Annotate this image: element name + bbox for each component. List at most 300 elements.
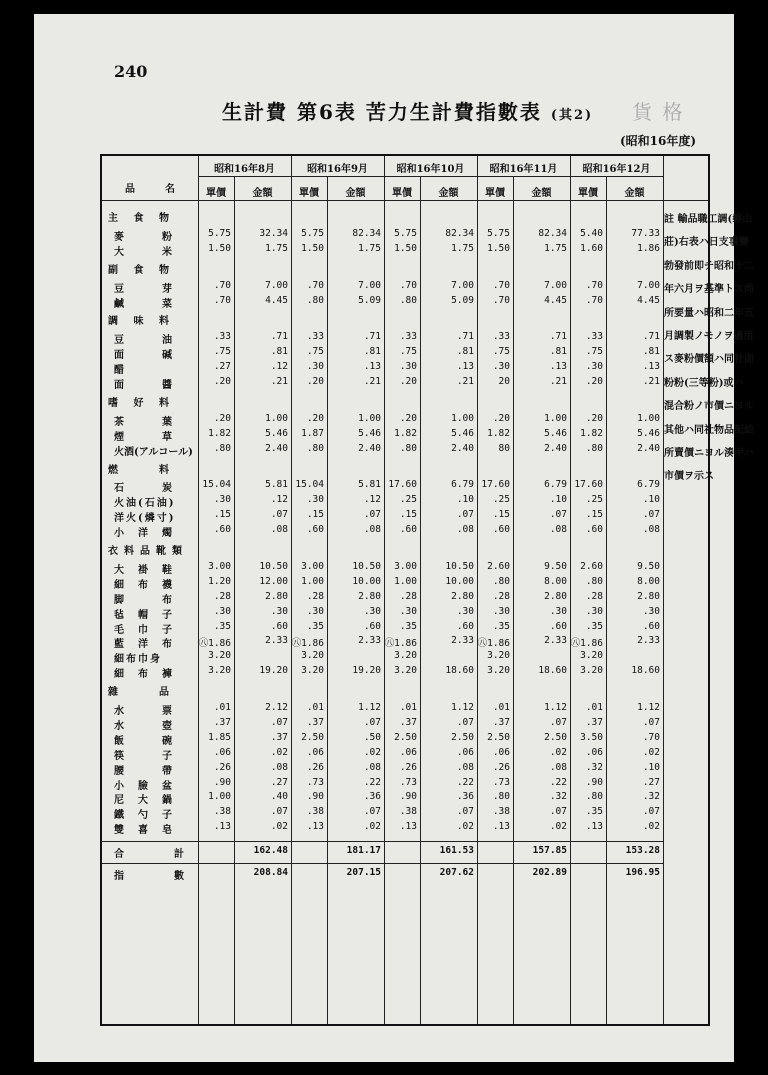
amount-cell: 2.33 [358, 635, 381, 647]
table-row [102, 376, 708, 390]
unit-price-cell: .80 [585, 575, 603, 587]
amount-cell: 18.60 [445, 665, 474, 677]
amount-cell: .60 [270, 620, 288, 632]
amount-cell: .22 [549, 776, 567, 788]
amount-cell: .07 [549, 716, 567, 728]
unit-price-cell: 3.00 [394, 560, 417, 572]
unit-price-cell: 3.20 [208, 665, 231, 677]
amount-cell: 7.00 [358, 279, 381, 291]
unit-price-cell: .26 [399, 761, 417, 773]
table-row [102, 777, 708, 791]
amount-cell: .13 [642, 361, 660, 373]
unit-price-cell: ㊇1.86 [291, 638, 324, 650]
amount-cell: 1.75 [265, 242, 288, 254]
amount-cell: 10.50 [259, 560, 288, 572]
amount-cell: 7.00 [637, 279, 660, 291]
unit-price-cell: .15 [306, 509, 324, 521]
amount-cell: 4.45 [637, 294, 660, 306]
unit-price-cell: .20 [585, 412, 603, 424]
category-row [102, 461, 708, 475]
amount-cell: .30 [456, 605, 474, 617]
amount-cell: .21 [270, 376, 288, 387]
unit-price-cell: .30 [399, 361, 417, 373]
amount-cell: .07 [549, 806, 567, 818]
amount-cell: .60 [549, 620, 567, 632]
amount-cell: 181.17 [346, 845, 381, 856]
amount-cell: 207.15 [346, 867, 381, 879]
year-note: (昭和16年度) [619, 134, 696, 148]
amount-cell: .30 [270, 605, 288, 617]
item-name: 豆 油 [114, 335, 174, 347]
unit-price-cell: .35 [585, 806, 603, 818]
item-name: 鹹 菜 [114, 298, 174, 310]
unit-price-cell: 3.00 [301, 560, 324, 572]
amount-cell: 157.85 [532, 845, 567, 856]
unit-price-cell: 1.50 [208, 242, 231, 254]
unit-price-cell: .37 [213, 716, 231, 728]
unit-price-cell: .35 [213, 620, 231, 632]
amount-cell: 2.40 [637, 442, 660, 454]
unit-price-cell: .60 [585, 524, 603, 536]
unit-price-cell: 1.50 [394, 242, 417, 254]
unit-price-cell: .25 [399, 494, 417, 506]
remark-line: 所要量ハ昭和二年五 [664, 307, 754, 319]
unit-price-cell: .73 [306, 776, 324, 788]
amount-cell: .08 [270, 761, 288, 773]
amount-cell: .02 [549, 821, 567, 833]
amount-cell: .10 [642, 761, 660, 773]
unit-price-cell: .38 [492, 806, 510, 818]
amount-cell: 5.46 [451, 427, 474, 439]
amount-cell: 18.60 [538, 665, 567, 677]
unit-price-cell: 15.04 [295, 479, 324, 491]
amount-cell: 1.75 [544, 242, 567, 254]
unit-price-cell: .30 [213, 494, 231, 506]
amount-cell: .07 [456, 716, 474, 728]
unit-price-cell: 17.60 [388, 479, 417, 491]
header-line [102, 200, 708, 201]
item-name: 水 壺 [114, 720, 174, 732]
amount-cell: .02 [363, 821, 381, 833]
unit-price-cell: 1.00 [394, 575, 417, 587]
item-name: 茶 葉 [114, 416, 174, 428]
table-row [102, 821, 708, 835]
unit-price-cell: .35 [585, 620, 603, 632]
amount-cell: 202.89 [532, 867, 567, 879]
amount-cell: .07 [270, 509, 288, 521]
amount-cell: 2.80 [265, 590, 288, 602]
amount-cell: 19.20 [259, 665, 288, 677]
unit-price-cell: .33 [492, 331, 510, 343]
amount-cell: 207.62 [439, 867, 474, 879]
table-row [102, 635, 708, 649]
table-row [102, 591, 708, 605]
total-line [102, 841, 663, 842]
item-name: 火酒(アルコール) [114, 446, 193, 458]
item-name: 合 計 [114, 849, 186, 860]
amount-cell: .81 [549, 346, 567, 358]
unit-price-cell: .80 [306, 294, 324, 306]
amount-cell: .07 [456, 806, 474, 818]
item-name: 腰 帶 [114, 765, 174, 777]
unit-price-cell: .33 [213, 331, 231, 343]
amount-cell: 2.40 [451, 442, 474, 454]
unit-price-cell: .06 [585, 746, 603, 758]
unit-price-cell: 1.50 [301, 242, 324, 254]
amount-cell: .07 [642, 716, 660, 728]
category-row [102, 261, 708, 275]
unit-price-cell: ㊇1.86 [570, 638, 603, 650]
amount-cell: 7.00 [544, 279, 567, 291]
unit-price-cell: .37 [492, 716, 510, 728]
item-name: 豆 芽 [114, 283, 174, 295]
unit-price-cell: 15.04 [202, 479, 231, 491]
unit-price-cell: .30 [399, 605, 417, 617]
amount-cell: 82.34 [352, 227, 381, 239]
amount-cell: .71 [456, 331, 474, 343]
amount-cell: 1.86 [637, 242, 660, 254]
remark-line: 其他ハ同社物品配給 [664, 424, 754, 436]
unit-price-cell: .15 [492, 509, 510, 521]
amount-cell: 5.09 [358, 294, 381, 306]
item-name: 大 米 [114, 246, 174, 258]
table-row [102, 413, 708, 427]
total-row [102, 845, 708, 859]
unit-price-cell: .13 [492, 821, 510, 833]
unit-price-cell: 2.60 [580, 560, 603, 572]
unit-price-cell: .13 [306, 821, 324, 833]
unit-price-cell: 1.85 [208, 731, 231, 743]
unit-price-cell: .20 [213, 412, 231, 424]
unit-price-cell: .70 [585, 279, 603, 291]
table-row [102, 346, 708, 360]
unit-price-cell: .20 [306, 376, 324, 387]
item-name: 毛 巾 子 [114, 624, 174, 636]
unit-price-cell: .60 [399, 524, 417, 536]
amount-cell: .07 [363, 509, 381, 521]
unit-price-cell: .28 [306, 590, 324, 602]
amount-cell: 1.12 [451, 702, 474, 713]
table-row [102, 606, 708, 620]
amount-cell: .21 [456, 376, 474, 387]
unit-price-cell: .15 [585, 509, 603, 521]
amount-cell: .12 [363, 494, 381, 506]
unit-price-cell: .75 [399, 346, 417, 358]
amount-cell: .02 [270, 746, 288, 758]
unit-price-cell: .01 [492, 702, 510, 713]
unit-price-cell: 2.60 [487, 560, 510, 572]
period-header: 昭和16年11月 [489, 164, 558, 175]
amount-cell: .07 [549, 509, 567, 521]
amount-cell: 7.00 [265, 279, 288, 291]
unit-price-cell: 80 [498, 442, 510, 454]
amount-cell: .60 [642, 620, 660, 632]
amount-cell: 2.80 [637, 590, 660, 602]
table-row [102, 747, 708, 761]
amount-cell: .07 [642, 806, 660, 818]
unit-price-cell: .01 [585, 702, 603, 713]
amount-cell: 77.33 [631, 227, 660, 239]
unit-price-cell: .13 [213, 821, 231, 833]
amount-cell: .81 [456, 346, 474, 358]
unit-price-cell: 3.50 [580, 731, 603, 743]
unit-price-cell: 3.20 [487, 650, 510, 662]
category-row [102, 209, 708, 223]
unit-price-cell: 1.60 [580, 242, 603, 254]
amount-cell: 1.75 [451, 242, 474, 254]
period-header: 昭和16年9月 [307, 164, 368, 175]
item-name: 細布巾身 [114, 654, 162, 666]
category-row [102, 542, 708, 556]
unit-price-cell: .28 [399, 590, 417, 602]
unit-price-cell: .30 [585, 605, 603, 617]
amount-cell: 2.33 [544, 635, 567, 647]
amount-cell: 1.12 [358, 702, 381, 713]
amount-cell: .22 [363, 776, 381, 788]
table-row [102, 621, 708, 635]
amount-cell: .02 [642, 821, 660, 833]
amount-cell: 5.46 [637, 427, 660, 439]
item-name: 鐵 勺 子 [114, 810, 174, 822]
amount-cell: 5.46 [265, 427, 288, 439]
unit-price-cell: .90 [213, 776, 231, 788]
amount-cell: 5.46 [358, 427, 381, 439]
period-header: 昭和16年8月 [214, 164, 275, 175]
category-label: 雜 品 [108, 687, 175, 699]
unit-price-cell: 1.82 [487, 427, 510, 439]
unit-price-cell: .75 [306, 346, 324, 358]
unit-price-cell: .75 [585, 346, 603, 358]
amount-cell: 1.00 [265, 412, 288, 424]
remark-line: ス麥粉價額ハ同社面 [664, 354, 754, 366]
amount-cell: 5.81 [358, 479, 381, 491]
amount-cell: 19.20 [352, 665, 381, 677]
amount-cell: 2.50 [544, 731, 567, 743]
amount-cell: .08 [270, 524, 288, 536]
unit-price-cell: .70 [306, 279, 324, 291]
unit-price-cell: 2.50 [487, 731, 510, 743]
category-label: 副 食 物 [108, 264, 175, 276]
amount-cell: .08 [363, 524, 381, 536]
amount-cell: .07 [270, 716, 288, 728]
unit-price-cell: .80 [492, 575, 510, 587]
amount-cell: 2.40 [358, 442, 381, 454]
unit-price-cell: 3.20 [394, 650, 417, 662]
table-row [102, 509, 708, 523]
amount-cell: 10.50 [445, 560, 474, 572]
remarks-column [664, 208, 754, 489]
amount-cell: 5.81 [265, 479, 288, 491]
amount-cell: .71 [363, 331, 381, 343]
unit-price-cell: .27 [213, 361, 231, 373]
unit-price-cell: .37 [306, 716, 324, 728]
unit-price-cell: .28 [585, 590, 603, 602]
amount-cell: 82.34 [538, 227, 567, 239]
total-row [102, 867, 708, 881]
amount-cell: 1.00 [358, 412, 381, 424]
amount-header: 金額 [531, 188, 552, 199]
amount-cell: .08 [549, 761, 567, 773]
amount-cell: .30 [363, 605, 381, 617]
item-name: 小 臉 盆 [114, 780, 174, 792]
item-name: 筷 子 [114, 750, 174, 762]
amount-cell: .81 [270, 346, 288, 358]
unit-price-cell: 5.75 [208, 227, 231, 239]
unit-price-cell: .80 [585, 791, 603, 803]
item-name: 洋火(燐寸) [114, 513, 176, 525]
category-row [102, 394, 708, 408]
table-row [102, 650, 708, 664]
amount-cell: 1.00 [451, 412, 474, 424]
item-name: 藍 洋 布 [114, 639, 174, 651]
item-name: 醋 [114, 365, 126, 377]
period-header: 昭和16年10月 [396, 164, 465, 175]
remark-line: 勃發前即チ昭和十二 [664, 260, 754, 272]
item-name: 細 布 襪 [114, 579, 174, 591]
amount-cell: .81 [363, 346, 381, 358]
amount-cell: .08 [363, 761, 381, 773]
unit-price-cell: .60 [306, 524, 324, 536]
amount-cell: 6.79 [451, 479, 474, 491]
unit-price-cell: .80 [213, 442, 231, 454]
amount-cell: 4.45 [544, 294, 567, 306]
unit-price-cell: .06 [306, 746, 324, 758]
amount-cell: 1.00 [544, 412, 567, 424]
amount-cell: 1.12 [637, 702, 660, 713]
item-name: 雙 喜 皂 [114, 825, 174, 837]
amount-cell: .60 [363, 620, 381, 632]
unit-price-cell: 1.00 [208, 791, 231, 803]
unit-price-cell: .20 [306, 412, 324, 424]
unit-price-cell: .30 [213, 605, 231, 617]
table-row [102, 295, 708, 309]
category-label: 主 食 物 [108, 213, 175, 224]
amount-cell: 196.95 [625, 867, 660, 879]
table-row [102, 494, 708, 508]
amount-cell: .27 [270, 776, 288, 788]
amount-cell: .12 [270, 361, 288, 373]
amount-cell: .50 [363, 731, 381, 743]
amount-cell: .13 [549, 361, 567, 373]
amount-cell: .22 [456, 776, 474, 788]
amount-cell: 2.33 [637, 635, 660, 647]
amount-cell: 2.50 [451, 731, 474, 743]
unit-price-cell: 1.82 [208, 427, 231, 439]
unit-price-cell: .06 [492, 746, 510, 758]
remark-line: 月調製ノモノヲ適用 [664, 331, 754, 343]
unit-price-cell: .20 [585, 376, 603, 387]
amount-cell: 2.40 [544, 442, 567, 454]
table-row [102, 576, 708, 590]
amount-cell: .30 [549, 605, 567, 617]
amount-cell: .08 [456, 761, 474, 773]
item-name: 飯 碗 [114, 735, 174, 747]
amount-cell: .10 [549, 494, 567, 506]
amount-cell: 161.53 [439, 845, 474, 856]
unit-price-cell: .38 [399, 806, 417, 818]
amount-cell: 9.50 [544, 560, 567, 572]
table-row [102, 243, 708, 257]
table-row [102, 702, 708, 716]
amount-cell: 2.33 [265, 635, 288, 647]
amount-cell: 18.60 [631, 665, 660, 677]
item-name: 大 褂 鞋 [114, 564, 174, 576]
remark-line: 莊)右表ハ日支事變 [664, 237, 749, 249]
unit-price-cell: 5.75 [301, 227, 324, 239]
unit-price-cell: 5.75 [394, 227, 417, 239]
amount-cell: .07 [270, 806, 288, 818]
unit-price-cell: .26 [492, 761, 510, 773]
unit-price-cell: .38 [306, 806, 324, 818]
unit-price-cell: 2.50 [394, 731, 417, 743]
amount-cell: .13 [456, 361, 474, 373]
amount-cell: .32 [642, 791, 660, 803]
amount-cell: 162.48 [253, 845, 288, 856]
unit-price-cell: .73 [492, 776, 510, 788]
amount-cell: .60 [456, 620, 474, 632]
unit-price-cell: .37 [585, 716, 603, 728]
unit-price-cell: .20 [213, 376, 231, 387]
amount-cell: .08 [549, 524, 567, 536]
unit-price-header: 單價 [206, 188, 226, 199]
item-name: 煙 草 [114, 431, 174, 443]
item-name: 尼 大 鍋 [114, 795, 174, 807]
amount-cell: .08 [456, 524, 474, 536]
amount-header: 金額 [345, 188, 366, 199]
amount-cell: 2.33 [451, 635, 474, 647]
table-row [102, 717, 708, 731]
unit-price-cell: 2.50 [301, 731, 324, 743]
table-row [102, 280, 708, 294]
table-row [102, 443, 708, 457]
table-row [102, 806, 708, 820]
table-row [102, 791, 708, 805]
amount-cell: 82.34 [445, 227, 474, 239]
unit-price-cell: .01 [213, 702, 231, 713]
unit-price-cell: 20 [498, 376, 510, 387]
unit-price-cell: 17.60 [574, 479, 603, 491]
amount-cell: .30 [642, 605, 660, 617]
amount-cell: .07 [642, 509, 660, 521]
amount-cell: .40 [270, 791, 288, 803]
amount-cell: .27 [642, 776, 660, 788]
table-row [102, 228, 708, 242]
unit-price-cell: 3.20 [394, 665, 417, 677]
unit-price-cell: 17.60 [481, 479, 510, 491]
unit-price-cell: 3.20 [208, 650, 231, 662]
title-ghost-text: 貨 格 [632, 100, 685, 124]
amount-cell: .36 [456, 791, 474, 803]
amount-cell: 2.40 [265, 442, 288, 454]
amount-cell: .10 [642, 494, 660, 506]
item-name: 石 炭 [114, 483, 174, 495]
unit-price-cell: .01 [306, 702, 324, 713]
unit-price-cell: .15 [213, 509, 231, 521]
remark-line: 粉粉(三等粉)或ハ [664, 377, 744, 389]
amount-cell: .71 [549, 331, 567, 343]
unit-price-cell: .20 [492, 412, 510, 424]
amount-cell: .21 [642, 376, 660, 387]
unit-price-cell: .30 [492, 361, 510, 373]
amount-cell: .12 [270, 494, 288, 506]
amount-cell: 5.46 [544, 427, 567, 439]
amount-cell: 8.00 [637, 575, 660, 587]
amount-cell: 2.12 [265, 702, 288, 713]
unit-price-cell: .30 [306, 605, 324, 617]
amount-cell: 2.80 [451, 590, 474, 602]
amount-cell: .07 [456, 509, 474, 521]
unit-price-cell: 3.00 [208, 560, 231, 572]
